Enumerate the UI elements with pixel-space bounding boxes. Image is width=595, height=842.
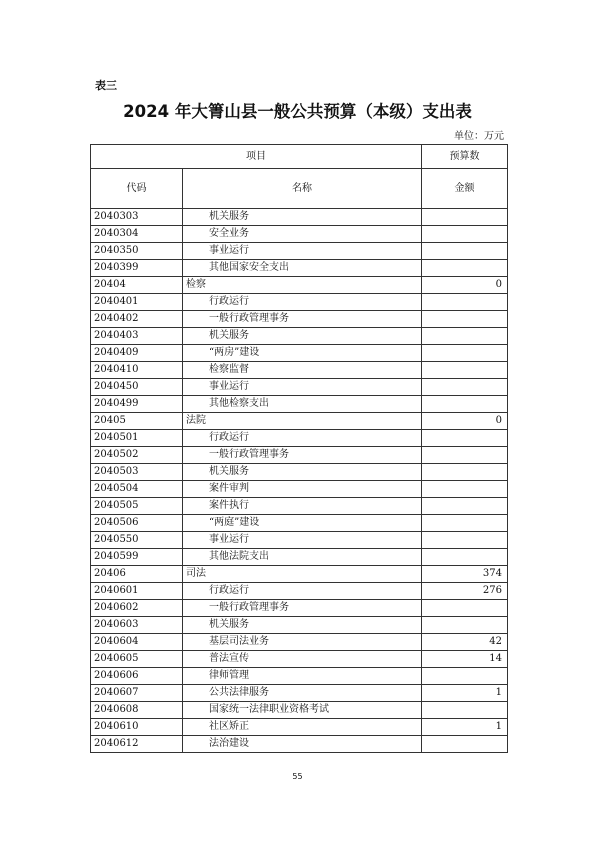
row-amount [422,736,508,753]
row-name: 安全业务 [183,226,422,243]
row-code: 2040506 [91,515,183,532]
table-row [91,719,508,736]
row-amount [422,481,508,498]
row-code: 2040350 [91,243,183,260]
row-name: 其他国家安全支出 [183,260,422,277]
row-name: 其他检察支出 [183,396,422,413]
row-name: 机关服务 [183,464,422,481]
row-code: 2040607 [91,685,183,702]
row-name: 一般行政管理事务 [183,600,422,617]
row-amount: 14 [422,651,508,668]
row-amount [422,447,508,464]
header-item: 项目 [91,145,422,169]
table-row [91,566,508,583]
row-amount: 276 [422,583,508,600]
row-code: 2040499 [91,396,183,413]
row-name: 律师管理 [183,668,422,685]
row-amount [422,379,508,396]
row-name: 行政运行 [183,430,422,447]
row-amount: 374 [422,566,508,583]
table-row [91,379,508,396]
row-amount: 1 [422,685,508,702]
row-code: 2040601 [91,583,183,600]
table-row [91,294,508,311]
row-amount [422,362,508,379]
table-row [91,226,508,243]
row-code: 20406 [91,566,183,583]
row-code: 2040612 [91,736,183,753]
row-amount [422,498,508,515]
row-code: 2040603 [91,617,183,634]
row-code: 20404 [91,277,183,294]
row-amount [422,328,508,345]
row-name: “两房”建设 [183,345,422,362]
row-name: 法院 [183,413,422,430]
header-budget: 预算数 [422,145,508,169]
row-name: “两庭”建设 [183,515,422,532]
row-amount [422,243,508,260]
row-name: 机关服务 [183,617,422,634]
row-name: 一般行政管理事务 [183,447,422,464]
table-row [91,464,508,481]
row-amount [422,549,508,566]
row-code: 20405 [91,413,183,430]
header-name: 名称 [183,169,422,209]
row-code: 2040610 [91,719,183,736]
row-code: 2040605 [91,651,183,668]
table-row [91,277,508,294]
header-row-1 [91,145,508,169]
row-code: 2040606 [91,668,183,685]
table-row [91,583,508,600]
table-row [91,447,508,464]
row-amount: 0 [422,413,508,430]
row-amount [422,532,508,549]
budget-table [90,144,508,753]
row-name: 一般行政管理事务 [183,311,422,328]
table-row [91,617,508,634]
row-amount [422,600,508,617]
row-amount: 42 [422,634,508,651]
header-row-2 [91,169,508,209]
row-code: 2040505 [91,498,183,515]
row-code: 2040409 [91,345,183,362]
row-name: 司法 [183,566,422,583]
table-row [91,481,508,498]
row-amount [422,515,508,532]
row-name: 案件审判 [183,481,422,498]
row-code: 2040602 [91,600,183,617]
row-name: 机关服务 [183,209,422,226]
row-name: 行政运行 [183,294,422,311]
row-amount [422,464,508,481]
row-code: 2040608 [91,702,183,719]
row-code: 2040502 [91,447,183,464]
table-row [91,549,508,566]
row-code: 2040403 [91,328,183,345]
row-name: 案件执行 [183,498,422,515]
row-code: 2040501 [91,430,183,447]
row-name: 社区矫正 [183,719,422,736]
row-code: 2040604 [91,634,183,651]
row-name: 行政运行 [183,583,422,600]
unit-label: 单位：万元 [454,131,504,142]
row-name: 事业运行 [183,243,422,260]
row-name: 事业运行 [183,532,422,549]
table-row [91,260,508,277]
row-name: 普法宣传 [183,651,422,668]
table-row [91,209,508,226]
table-row [91,243,508,260]
table-row [91,600,508,617]
row-name: 检察 [183,277,422,294]
row-code: 2040599 [91,549,183,566]
row-amount [422,311,508,328]
header-amount: 金额 [422,169,508,209]
row-name: 检察监督 [183,362,422,379]
row-amount [422,430,508,447]
row-amount: 0 [422,277,508,294]
row-code: 2040304 [91,226,183,243]
row-amount [422,294,508,311]
row-code: 2040402 [91,311,183,328]
row-name: 公共法律服务 [183,685,422,702]
row-name: 机关服务 [183,328,422,345]
table-row [91,498,508,515]
row-amount: 1 [422,719,508,736]
row-name: 事业运行 [183,379,422,396]
table-row [91,634,508,651]
row-amount [422,226,508,243]
table-row [91,532,508,549]
row-amount [422,209,508,226]
row-amount [422,702,508,719]
row-code: 2040401 [91,294,183,311]
table-row [91,328,508,345]
page-title: 2024 年大箐山县一般公共预算（本级）支出表 [123,102,472,121]
table-row [91,311,508,328]
row-name: 法治建设 [183,736,422,753]
row-name: 其他法院支出 [183,549,422,566]
row-code: 2040503 [91,464,183,481]
row-name: 基层司法业务 [183,634,422,651]
table-row [91,345,508,362]
table-row [91,362,508,379]
row-code: 2040303 [91,209,183,226]
row-amount [422,345,508,362]
table-row [91,430,508,447]
table-label: 表三 [95,79,117,92]
table-row [91,651,508,668]
row-code: 2040410 [91,362,183,379]
table-row [91,685,508,702]
row-amount [422,260,508,277]
header-code: 代码 [91,169,183,209]
row-code: 2040399 [91,260,183,277]
table-row [91,396,508,413]
table-row [91,736,508,753]
row-name: 国家统一法律职业资格考试 [183,702,422,719]
row-amount [422,396,508,413]
table-row [91,515,508,532]
row-code: 2040504 [91,481,183,498]
table-row [91,413,508,430]
row-code: 2040550 [91,532,183,549]
table-row [91,668,508,685]
row-amount [422,668,508,685]
row-code: 2040450 [91,379,183,396]
page-number: 55 [292,772,303,781]
table-row [91,702,508,719]
row-amount [422,617,508,634]
